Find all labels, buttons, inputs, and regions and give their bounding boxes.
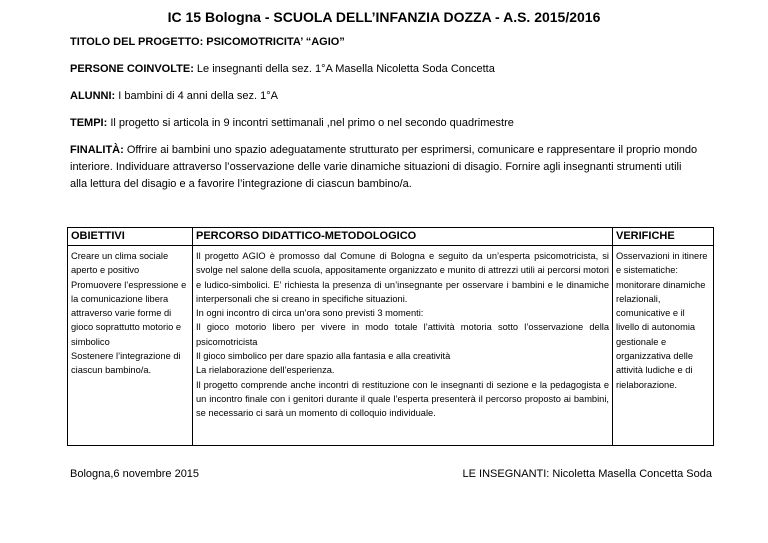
header-verifiche: VERIFICHE [613,228,714,246]
percorso-paragraph: Il progetto comprende anche incontri di restituzione con le insegnanti di sezione e la pedagogista e un incontro finale con i genitori durante il quale l’esperta presenterà il percorso proposto ai bambini, se necessario ci sarà un momento di colloquio individuale. [196,379,609,419]
header-percorso: PERCORSO DIDATTICO-METODOLOGICO [193,228,613,246]
finalita-label: FINALITÀ: [70,144,124,156]
percorso-cell [193,246,613,446]
tempi-label: TEMPI: [70,117,108,129]
footer-signature: LE INSEGNANTI: Nicoletta Masella Concetta Soda [462,468,712,480]
percorso-paragraph: In ogni incontro di circa un’ora sono previsti 3 momenti: [196,308,424,319]
tempi-value: Il progetto si articola in 9 incontri settimanali ,nel primo o nel secondo quadrimestre [107,117,514,129]
alunni [70,88,710,105]
percorso-paragraph: Il gioco simbolico per dare spazio alla fantasia e alla creatività [196,351,451,362]
project-title-label: TITOLO DEL PROGETTO: PSICOMOTRICITA’ “AGIO” [70,36,345,48]
table-row [68,246,714,446]
obiettivo-item: Creare un clima sociale aperto e positivo [71,251,169,276]
finalita-value: Offrire ai bambini uno spazio adeguatamente strutturato per esprimersi, comunicare e rappresentare il proprio mondo interiore. Individuare attraverso l’osservazione delle varie dinamiche situazioni di disagio. Fornire agli insegnanti strumenti utili alla lettura del disagio e a favorire l’integrazione di ciascun bambino/a. [70,144,698,190]
obiettivo-item: Sostenere l’integrazione di ciascun bambino/a. [71,351,181,376]
finalita [70,142,700,193]
persone-value: Le insegnanti della sez. 1°A Masella Nicoletta Soda Concetta [193,63,495,75]
percorso-paragraph: La rielaborazione dell’esperienza. [196,365,335,376]
project-table [67,227,714,446]
verifiche-cell: Osservazioni in itinere e sistematiche: monitorare dinamiche relazionali, comunicative e il livello di autonomia gestionale e organizzativa delle attività ludiche e di rielaborazione. [613,246,714,446]
obiettivo-item: Promuovere l’espressione e la comunicazione libera attraverso varie forme di gioco soprattutto motorio e simbolico [71,279,187,347]
alunni-label: ALUNNI: [70,90,116,102]
percorso-paragraph: Il progetto AGIO è promosso dal Comune di Bologna e seguito da un’esperta psicomotricista, si svolge nel salone della scuola, appositamente organizzato e munito di attrezzi utili ai percorsi motori e ludico-simbolici. E’ richiesta la presenza di un’insegnante per osservare i bambini e le dinamiche interpersonali che si creano in specifiche situazioni. [196,251,609,304]
percorso-paragraph: Il gioco motorio libero per vivere in modo totale l’attività motoria sotto l’osservazione della psicomotricista [196,322,609,347]
table-header-row [68,228,714,246]
header-obiettivi: OBIETTIVI [68,228,193,246]
alunni-value: I bambini di 4 anni della sez. 1°A [115,90,278,102]
obiettivi-cell [68,246,193,446]
persone-coinvolte [70,61,710,78]
document-title: IC 15 Bologna - SCUOLA DELL’INFANZIA DOZZA - A.S. 2015/2016 [167,9,601,25]
project-title [70,34,710,51]
tempi [70,115,710,132]
persone-label: PERSONE COINVOLTE: [70,63,194,75]
footer-date: Bologna,6 novembre 2015 [70,468,200,480]
